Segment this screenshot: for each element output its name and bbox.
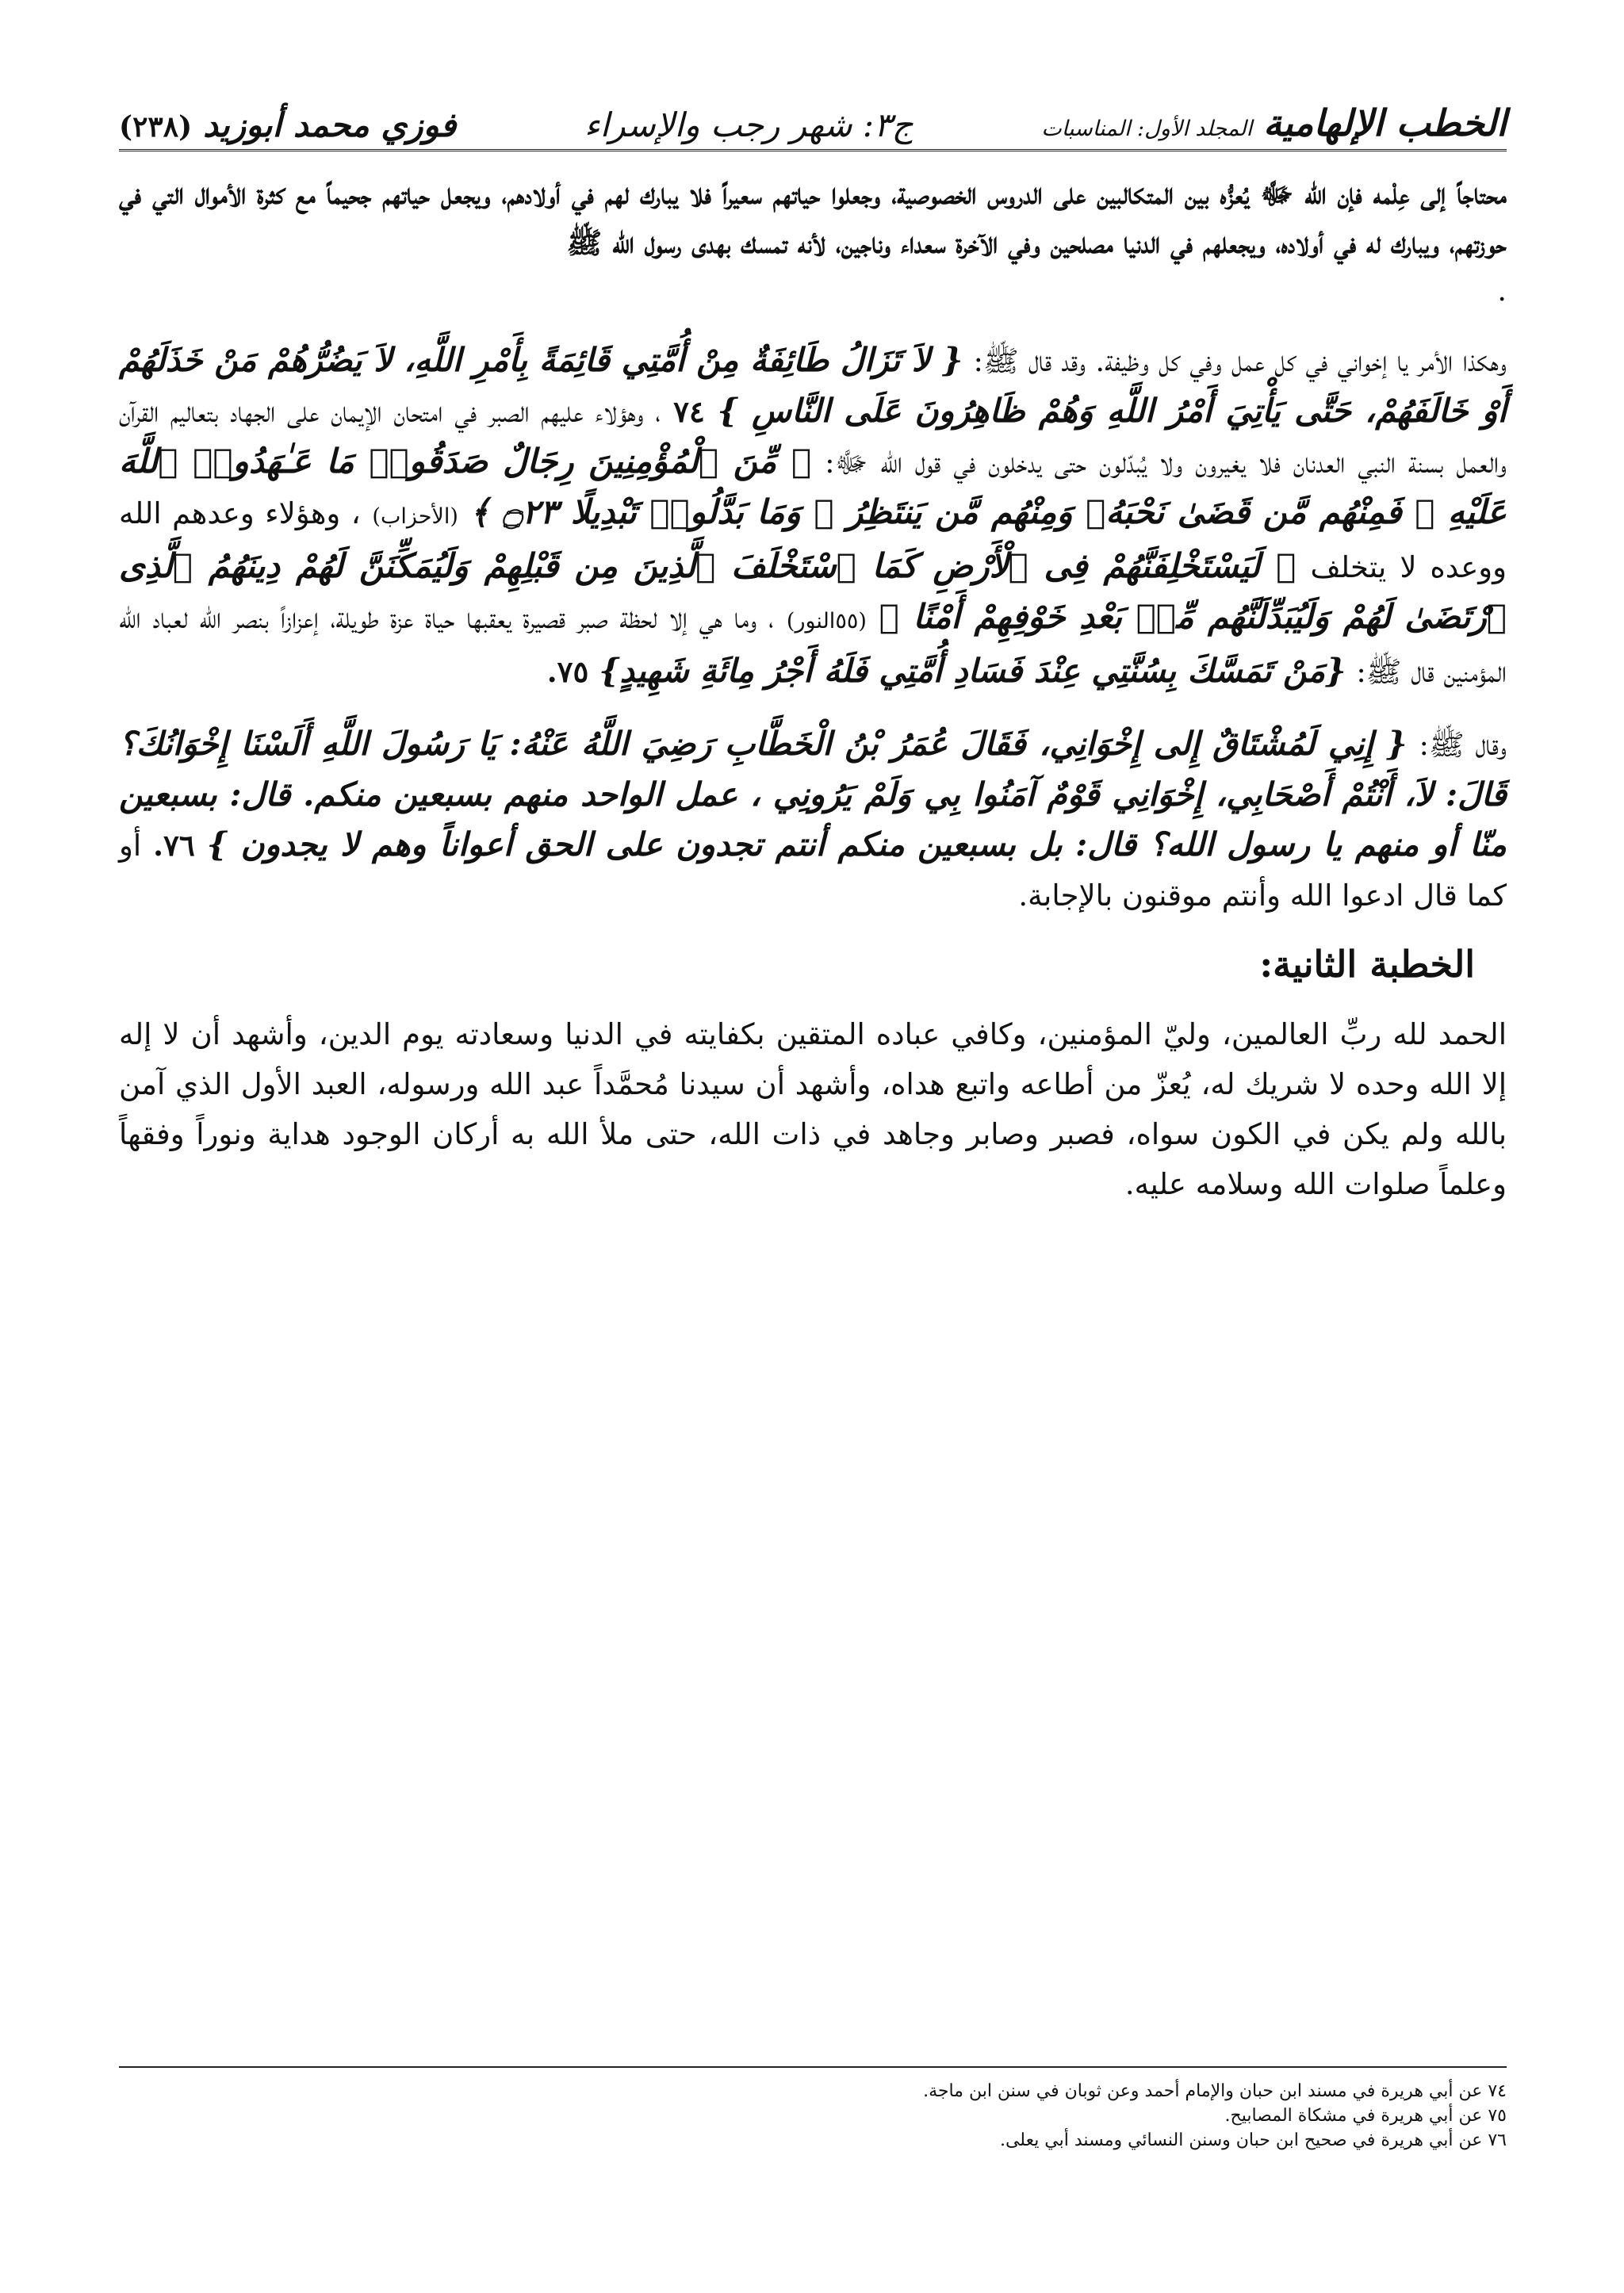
- paragraph-2: [119, 335, 1507, 697]
- footnote-ref-75: ٧٥.: [546, 654, 589, 689]
- author-name: فوزي محمد أبوزيد: [203, 105, 457, 144]
- document-page: [119, 87, 1507, 2150]
- footnote-75: ٧٥ عن أبي هريرة في مشكاة المصابيح.: [1224, 2106, 1507, 2126]
- quran-verse-1: ﴿ مِّنَ ٱلْمُؤْمِنِينَ رِجَالٌ صَدَقُوا۟ مَا عَـٰهَدُوا۟ ٱللَّهَ عَلَيْهِ ۖ فَمِنْهُم مَّن قَضَىٰ نَحْبَهُۥ وَمِنْهُم مَّن يَنتَظِرُ ۖ وَمَا بَدَّلُوا۟ تَبْدِيلًا ۝٢٣ ﴾: [119, 442, 1507, 531]
- paragraph-1-text: محتاجاً إلى عِلْمه فإن الله ﷻ يُعزُّه بين المتكالبين على الدروس الخصوصية، وجعلوا حياتهم سعيراً فلا يبارك لهم في أولادهم، ويجعل حياتهم جحيماً مع كثرة الأموال التي في حوزتهم، ويبارك له في أولاده، ويجعلهم في الدنيا مصلحين وفي الآخرة سعداء وناجين، لأنه تمسك بهدى رسول الله ﷺ: [119, 176, 1507, 260]
- footnote-76: ٧٦ عن أبي هريرة في صحيح ابن حبان وسنن النسائي ومسند أبي يعلى.: [999, 2130, 1507, 2150]
- paragraph-2-lead: وهكذا الأمر يا إخواني في كل عمل وفي كل وظيفة. وقد قال ﷺ:: [973, 344, 1507, 378]
- quran-verse-2: ﴿ لَيَسْتَخْلِفَنَّهُمْ فِى ٱلْأَرْضِ كَمَا ٱسْتَخْلَفَ ٱلَّذِينَ مِن قَبْلِهِمْ وَلَيُمَكِّنَنَّ لَهُمْ دِينَهُمُ ٱلَّذِى ٱرْتَضَىٰ لَهُمْ وَلَيُبَدِّلَنَّهُم مِّنۢ بَعْدِ خَوْفِهِمْ أَمْنًا ﴾: [119, 546, 1507, 636]
- footnotes: [119, 2066, 1507, 2153]
- hadith-quote-2: {مَنْ تَمَسَّكَ بِسُنَّتِي عِنْدَ فَسَادِ أُمَّتِي فَلَهُ أَجْرُ مِائَةِ شَهِيدٍ}: [599, 652, 1346, 690]
- paragraph-4-text: الحمد لله ربِّ العالمين، وليّ المؤمنين، وكافي عباده المتقين بكفايته في الدنيا وسعادته يوم الدين، وأشهد أن لا إله إلا الله وحده لا شريك له، يُعزّ من أطاعه واتبع هداه، وأشهد أن سيدنا مُحمَّداً عبد الله ورسوله، العبد الأول الذي آمن بالله ولم يكن في الكون سواه، فصبر وصابر وجاهد في ذات الله، حتى ملأ الله به أركان الوجود هداية ونوراً وفقهاً وعلماً صلوات الله وسلامه عليه.: [119, 1017, 1507, 1201]
- page-number: (٢٣٨): [119, 110, 193, 144]
- section-heading: الخطبة الثانية:: [1259, 943, 1475, 986]
- volume-label: المجلد الأول: المناسبات: [1041, 117, 1253, 141]
- footnote-ref-74: ٧٤: [673, 394, 705, 429]
- paragraph-3: [119, 719, 1507, 921]
- paragraph-4: [119, 1009, 1507, 1209]
- surah-label-2: (٥٥النور): [786, 609, 867, 634]
- footnote-74: ٧٤ عن أبي هريرة في مسند ابن حبان والإمام أحمد وعن ثوبان في سنن ابن ماجة.: [923, 2081, 1507, 2101]
- paragraph-2-text-2: ، وهؤلاء وعدهم الله ووعده لا يتخلف: [119, 496, 1507, 584]
- hadith-quote-3: { إِنِي لَمُشْتَاقٌ إِلى إِخْوَانِي، فَقَالَ عُمَرُ بْنُ الْخَطَّابِ رَضِيَ اللَّهُ عَنْهُ: يَا رَسُولَ اللَّهِ أَلَسْنَا إِخْوَانُكَ؟ قَالَ: لاَ، أَنْتُمْ أَصْحَابِي، إِخْوَانِي قَوْمٌ آمَنُوا بِي وَلَمْ يَرُونِي ، عمل الواحد منهم بسبعين منكم. قال: بسبعين منّا أو منهم يا رسول الله؟ قال: بل بسبعين منكم أنتم تجدون على الحق أعواناً وهم لا يجدون }: [119, 725, 1507, 863]
- footnote-ref-76: ٧٦.: [153, 828, 195, 863]
- footnote-divider: [119, 2066, 1507, 2068]
- paragraph-2-text-1: ، وهؤلاء عليهم الصبر في امتحان الإيمان على الجهاد بتعاليم القرآن والعمل بسنة النبي العدنان فلا يغيرون ولا يُبدّلون حتى يدخلون في قول الله ﷻ:: [119, 395, 1507, 480]
- part-label: ج٣: شهر رجب والإسراء: [584, 105, 914, 144]
- paragraph-2-text-3: ، وما هي إلا لحظة صبر قصيرة يعقبها حياة عزة طويلة، إعزازاً بنصر الله لعباد الله المؤمنين قال ﷺ:: [119, 601, 1507, 689]
- running-header: [119, 87, 1507, 151]
- paragraph-1-terminator: .: [1497, 274, 1507, 308]
- hadith-quote-1: { لاَ تَزَالُ طَائِفَةٌ مِنْ أُمَّتِي قَائِمَةً بِأَمْرِ اللَّهِ، لاَ يَضُرُّهُمْ مَنْ خَذَلَهُمْ أَوْ خَالَفَهُمْ، حَتَّى يَأْتِيَ أَمْرُ اللَّهِ وَهُمْ ظَاهِرُونَ عَلَى النَّاسِ }: [119, 341, 1507, 430]
- surah-label-1: (الأحزاب): [372, 504, 458, 529]
- paragraph-1: [119, 169, 1507, 267]
- header-right-group: [1041, 101, 1507, 144]
- paragraph-3-tail: أو كما قال ادعوا الله وأنتم موقنون بالإجابة.: [119, 829, 1507, 913]
- book-title: الخطب الإلهامية: [1263, 101, 1507, 144]
- paragraph-3-lead: وقال ﷺ:: [1419, 728, 1507, 762]
- header-left-group: [119, 105, 456, 144]
- page-body: [119, 169, 1507, 1209]
